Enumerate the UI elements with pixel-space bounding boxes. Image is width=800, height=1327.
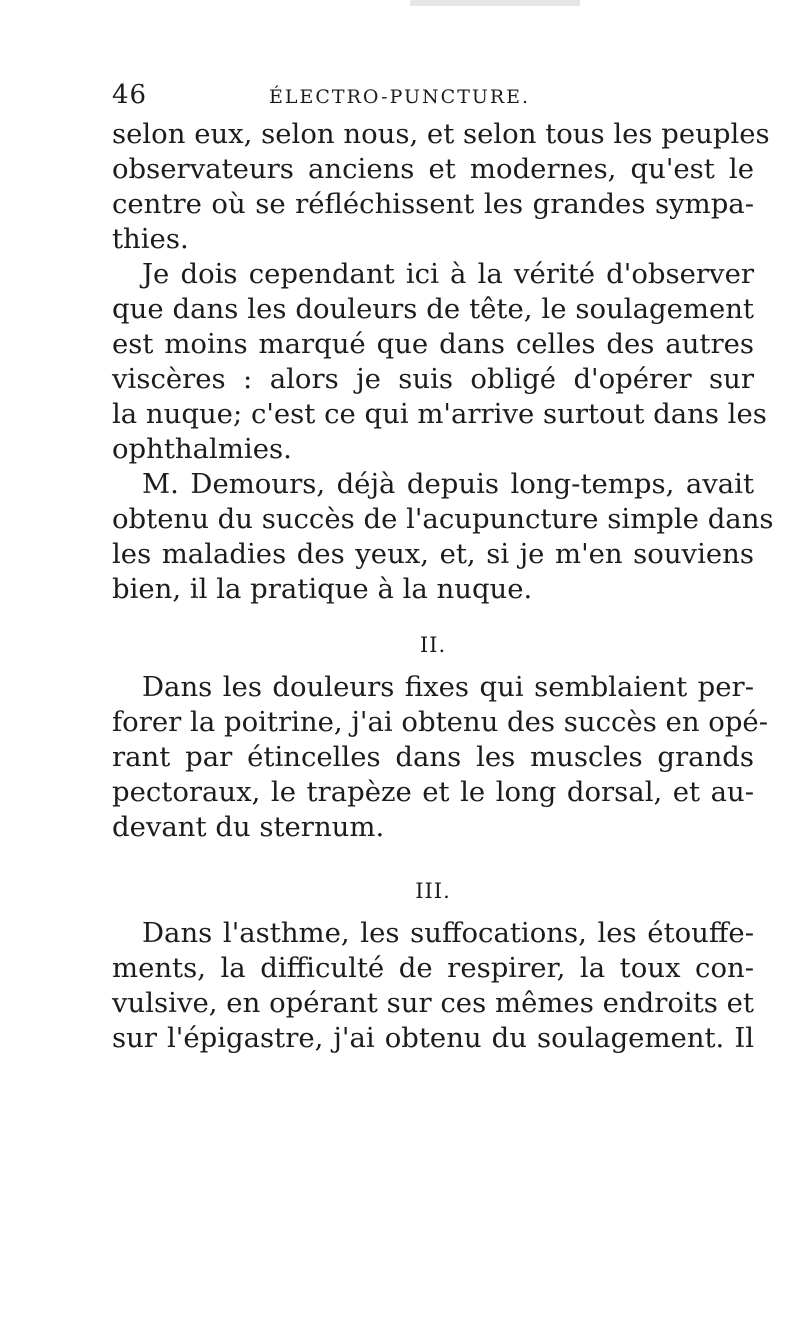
paragraph [112,670,768,845]
body-text [112,117,774,1056]
text-line: est moins marqué que dans celles des autres [112,328,754,360]
text-line: ophthalmies. [112,433,292,465]
text-line: bien, il la pratique à la nuque. [112,573,533,605]
paragraph [112,257,767,467]
paragraph [112,117,770,257]
text-line: les maladies des yeux, et, si je m'en souviens [112,538,754,570]
text-line: selon eux, selon nous, et selon tous les peuples [112,118,770,150]
scan-edge-mark [410,0,580,6]
text-line: centre où se réfléchissent les grandes sympa- [112,188,754,220]
text-line: pectoraux, le trapèze et le long dorsal, et au- [112,776,754,808]
text-line: sur l'épigastre, j'ai obtenu du soulagement. Il [112,1022,754,1054]
page-number: 46 [112,80,148,110]
section-numeral: II. [419,633,447,657]
text-line: obtenu du succès de l'acupuncture simple dans [112,503,774,535]
text-line: Dans les douleurs fixes qui semblaient per- [142,671,754,703]
text-line: forer la poitrine, j'ai obtenu des succès en opé- [112,706,768,738]
page-header [112,80,752,120]
running-head: ÉLECTRO-PUNCTURE. [269,86,531,108]
text-line: devant du sternum. [112,811,385,843]
text-line: Dans l'asthme, les suffocations, les étouffe- [142,917,754,949]
text-line: M. Demours, déjà depuis long-temps, avait [142,468,754,500]
text-line: rant par étincelles dans les muscles grands [112,741,754,773]
text-line: la nuque; c'est ce qui m'arrive surtout dans les [112,398,767,430]
section-numeral: III. [415,879,451,903]
text-line: ments, la difficulté de respirer, la toux con- [112,952,754,984]
paragraph [112,467,774,607]
paragraph [112,916,754,1056]
text-line: viscères : alors je suis obligé d'opérer sur [112,363,754,395]
text-line: que dans les douleurs de tête, le soulagement [112,293,754,325]
text-line: thies. [112,223,189,255]
text-line: Je dois cependant ici à la vérité d'observer [142,258,754,290]
text-line: vulsive, en opérant sur ces mêmes endroits et [112,987,754,1019]
text-line: observateurs anciens et modernes, qu'est le [112,153,754,185]
